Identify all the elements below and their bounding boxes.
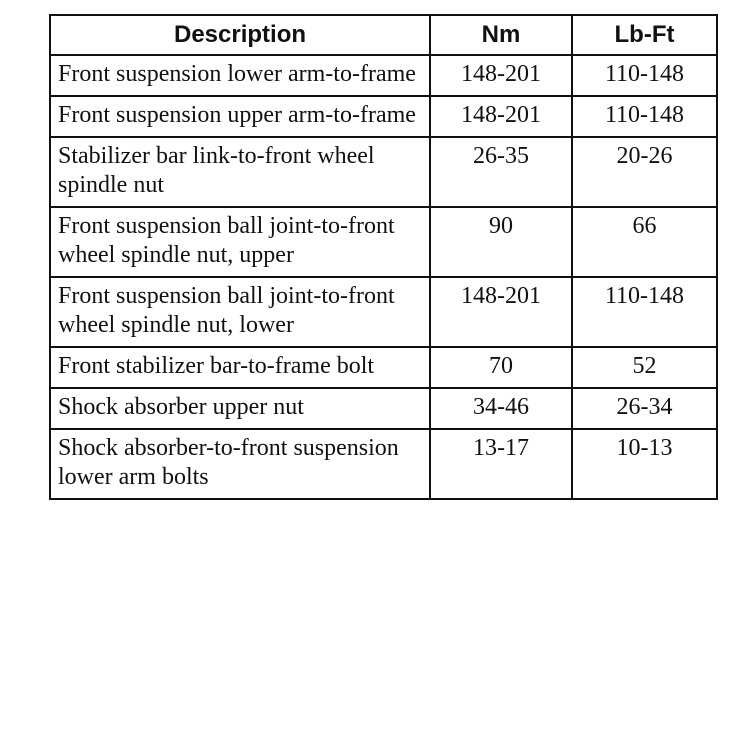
row-nm: 90 <box>430 207 572 277</box>
header-description: Description <box>50 15 430 55</box>
row-lbft: 20-26 <box>572 137 717 207</box>
row-description: Stabilizer bar link-to-front wheel spindle nut <box>50 137 430 207</box>
table-row <box>50 347 717 388</box>
row-nm: 148-201 <box>430 96 572 137</box>
row-description: Front suspension upper arm-to-frame <box>50 96 430 137</box>
row-nm: 148-201 <box>430 277 572 347</box>
table-row <box>50 277 717 347</box>
row-lbft: 110-148 <box>572 55 717 96</box>
row-lbft: 10-13 <box>572 429 717 499</box>
row-description: Front stabilizer bar-to-frame bolt <box>50 347 430 388</box>
header-nm: Nm <box>430 15 572 55</box>
row-lbft: 52 <box>572 347 717 388</box>
row-description: Shock absorber-to-front suspension lower arm bolts <box>50 429 430 499</box>
row-nm: 34-46 <box>430 388 572 429</box>
row-description: Front suspension lower arm-to-frame <box>50 55 430 96</box>
table-row <box>50 388 717 429</box>
row-lbft: 110-148 <box>572 96 717 137</box>
row-description: Front suspension ball joint-to-front wheel spindle nut, upper <box>50 207 430 277</box>
table-row <box>50 96 717 137</box>
row-nm: 13-17 <box>430 429 572 499</box>
row-lbft: 110-148 <box>572 277 717 347</box>
table-row <box>50 137 717 207</box>
torque-spec-table <box>49 14 718 500</box>
table-header-row <box>50 15 717 55</box>
row-nm: 70 <box>430 347 572 388</box>
row-nm: 148-201 <box>430 55 572 96</box>
header-lbft: Lb-Ft <box>572 15 717 55</box>
table-row <box>50 55 717 96</box>
table-row <box>50 207 717 277</box>
table-row <box>50 429 717 499</box>
row-lbft: 26-34 <box>572 388 717 429</box>
row-description: Shock absorber upper nut <box>50 388 430 429</box>
row-nm: 26-35 <box>430 137 572 207</box>
row-lbft: 66 <box>572 207 717 277</box>
row-description: Front suspension ball joint-to-front wheel spindle nut, lower <box>50 277 430 347</box>
